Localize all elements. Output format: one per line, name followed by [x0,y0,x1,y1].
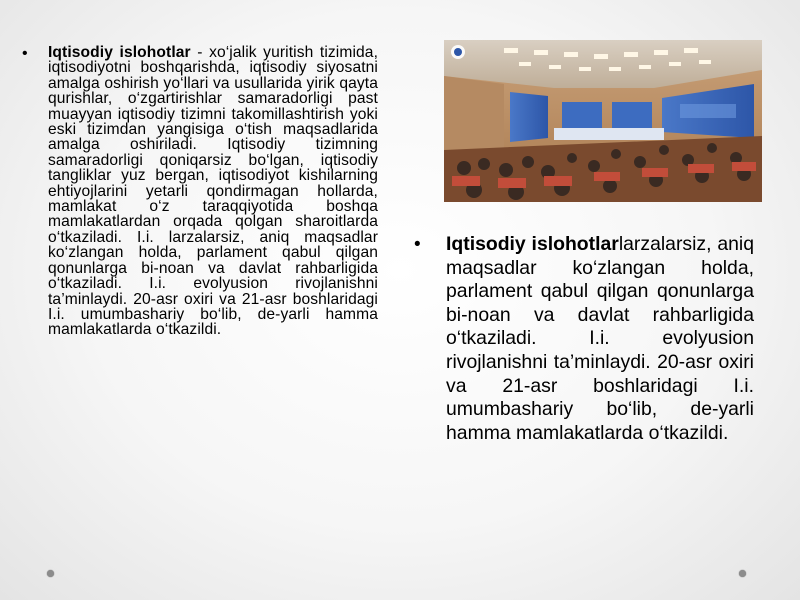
right-term: Iqtisodiy islohotlar [446,233,619,255]
right-body: larzalarsiz, aniq maqsadlar ko‘zlangan holda, parlament qabul qilgan qonunlarga bi-noan va davlat rahbarligida o‘tkaziladi. I.i. evolyusion rivojlanishni ta’minlaydi. 20-asr oxiri va 21-asr boshlaridagi I.i. umumbashariy bo‘lib, de-yarli hamma mamlakatlarda o‘tkazildi. [446,233,754,444]
corner-dot-icon [47,570,54,577]
right-text-block [414,233,754,445]
bullet-icon: • [22,45,28,62]
bullet-icon: • [414,234,421,255]
left-text-block [22,45,378,338]
conference-photo-illustration [444,40,762,202]
conference-hall-photo [444,40,762,202]
left-body: - xo‘jalik yuritish tizimida, iqtisodiyotni boshqarishda, iqtisodiy siyosatni amalga oshirish yo‘llari va usullarida yirik qayta qurishlar, o‘zgartirishlar samaradorligi past muayyan iqtisodiy tizimni takomillashtirish yoki eski tizimdan yangisiga o‘tish maqsadlarida amalga oshiriladi. Iqtisodiy tizimning samaradorligi qoniqarsiz bo‘lgan, iqtisodiy tangliklar yuz bergan, iqtisodiyot kishilarning ehtiyojlarini yetarli qondirmagan hollarda, mamlakat o‘z taraqqiyotida boshqa mamlakatlardan orqada qolgan sharoitlarda o‘tkaziladi. I.i. larzalarsiz, aniq maqsadlar ko‘zlangan holda, parlament qabul qilgan qonunlarga bi-noan va davlat rahbarligida o‘tkaziladi. I.i. evolyusion rivojlanishni ta’minlaydi. 20-asr oxiri va 21-asr boshlaridagi I.i. umumbashariy bo‘lib, de-yarli hamma mamlakatlarda o‘tkazildi. [48,44,378,339]
left-paragraph [48,45,378,338]
corner-dot-icon [739,570,746,577]
left-term: Iqtisodiy islohotlar [48,44,191,61]
right-paragraph [446,233,754,445]
